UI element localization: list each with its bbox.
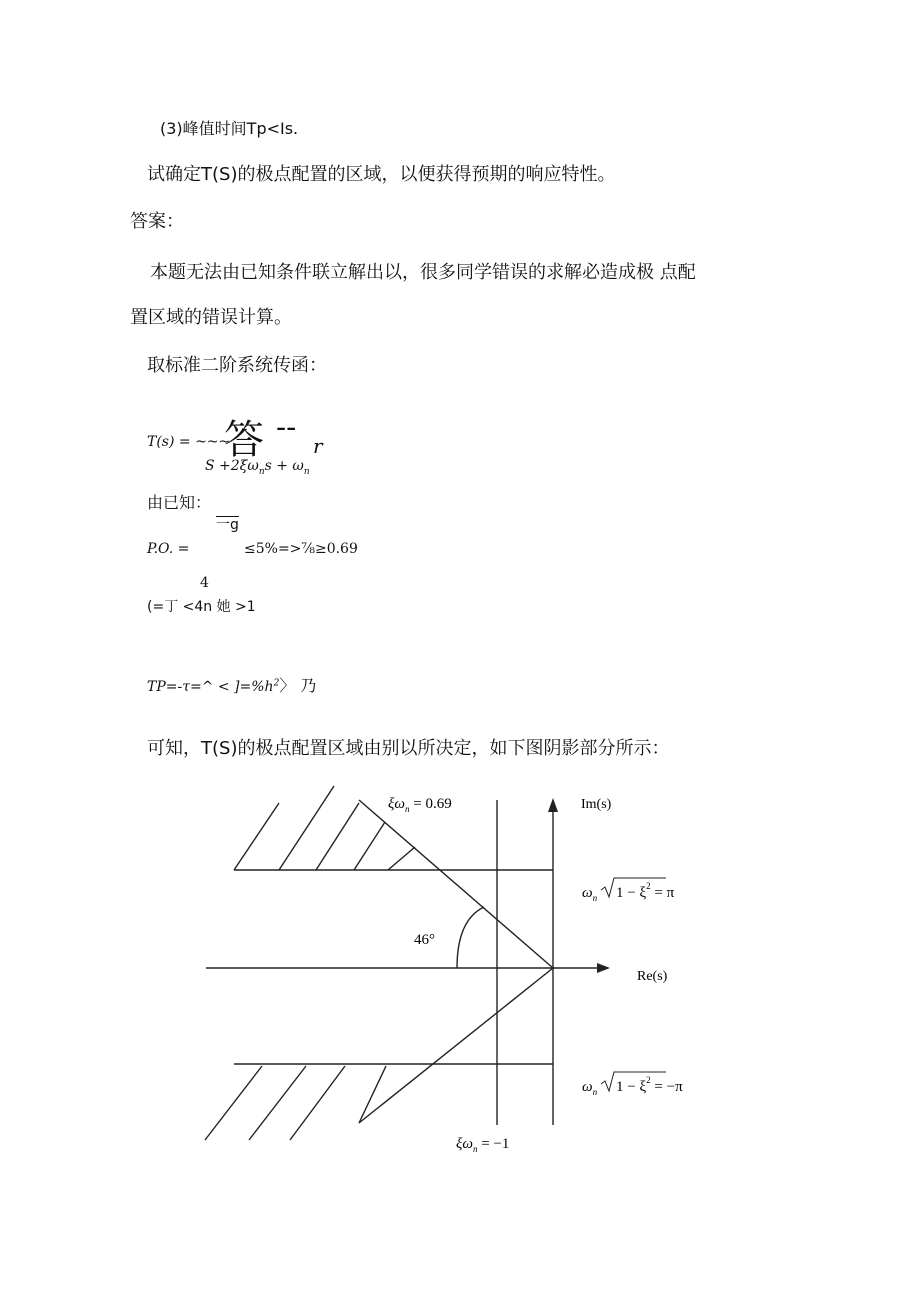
tp-equation: TP=-τ=^ < ]$=\%h^2$〉 乃 <box>147 676 317 695</box>
known-text: 由已知： <box>147 493 212 512</box>
eq2-top: 4 <box>200 575 209 591</box>
lower-damping-line <box>359 968 553 1123</box>
conclusion-text: 可知，T(S)的极点配置区域由别以所决定，如下图阴影部分所示： <box>147 738 670 759</box>
hatch-line <box>354 822 385 870</box>
tf-big-char: 答 <box>224 417 264 463</box>
paragraph-line-2: 置区域的错误计算。 <box>130 307 292 328</box>
hatch-line <box>205 1066 262 1140</box>
real-axis-arrow <box>597 963 610 973</box>
imaginary-axis-arrow <box>548 798 558 812</box>
hatch-line <box>279 786 334 870</box>
label-re-s: Re(s) <box>637 969 668 984</box>
label-lower-boundary <box>582 1072 683 1097</box>
angle-arc <box>457 907 484 968</box>
po-label: P.O. = <box>147 541 190 557</box>
hatch-line <box>234 803 279 870</box>
svg-text:ωn: $\omega_n$ <box>582 1079 598 1097</box>
po-rhs: ≤5%=>⅞≥0.69 <box>244 541 358 557</box>
svg-text:ωn: $\omega_n$ <box>582 885 598 903</box>
tf-sub-r: r <box>313 434 323 458</box>
label-angle: 46° <box>414 932 435 948</box>
eq2-line: (=丁 <4n 她 >1 <box>147 599 256 615</box>
label-upper-boundary <box>582 878 675 903</box>
condition-3: (3)峰值时间Tp<Is. <box>160 119 299 138</box>
hatch-line <box>359 1066 386 1123</box>
po-fraction-top: 一g <box>216 517 239 533</box>
question-text: 试确定T(S)的极点配置的区域，以便获得预期的响应特性。 <box>147 164 616 185</box>
paragraph-line-1: 本题无法由已知条件联立解出以，很多同学错误的求解必造成极 点配 <box>150 262 696 283</box>
label-xi-wn-minus-1: $\xi\omega_n = -1$ <box>456 1136 510 1154</box>
tf-dashes: -- <box>276 410 297 445</box>
standard-system-text: 取标准二阶系统传函： <box>147 355 327 376</box>
answer-label: 答案： <box>130 211 184 232</box>
label-im-s: Im(s) <box>581 797 612 812</box>
upper-damping-line <box>359 800 553 968</box>
tf-lhs: T(s) = ~~~ <box>147 434 231 450</box>
hatch-line <box>388 847 415 870</box>
tf-denominator: $S +2\xi\omega_ns + \omega_n$ <box>205 458 310 477</box>
svg-text:1 − ξ2 = −π: $1 - \xi^2 = -\pi$ <box>616 1075 683 1095</box>
hatch-line <box>316 803 359 870</box>
svg-text:1 − ξ2 = π: $1 - \xi^2 = \pi$ <box>616 881 675 901</box>
label-xi-wn-069: $\xi\omega_n = 0.69$ <box>388 796 452 814</box>
